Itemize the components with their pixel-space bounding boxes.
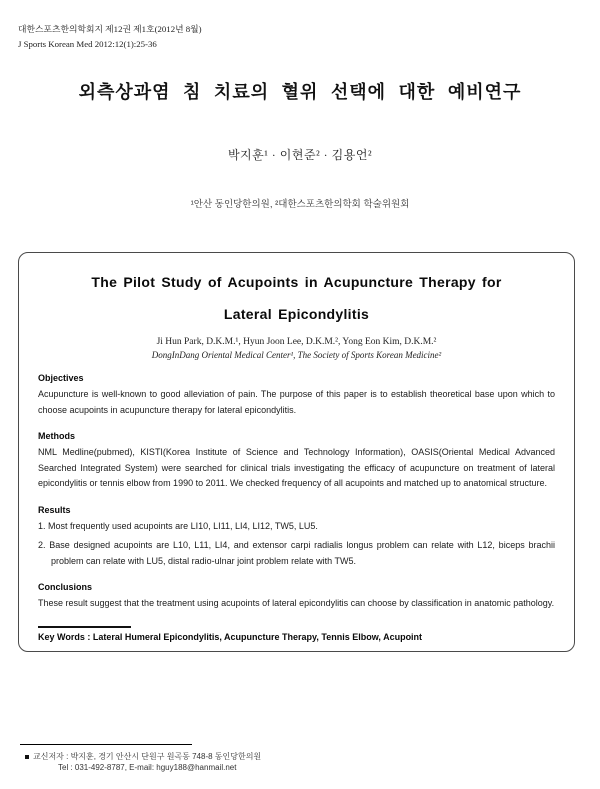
abstract-box [18,252,575,652]
results-item-1: 1. Most frequently used acupoints are LI10, LI11, LI4, LI12, TW5, LU5. [38,520,318,531]
conclusions-heading: Conclusions [38,582,93,592]
journal-name-korean: 대한스포츠한의학회지 제12권 제1호(2012년 8월) [18,24,202,34]
contact-line: Tel : 031-492-8787, E-mail: hguy188@hanmail.net [58,763,237,772]
footnote-divider [20,744,192,745]
journal-citation-english: J Sports Korean Med 2012:12(1):25-36 [18,39,157,49]
correspondence-footnote [25,751,261,773]
keywords-divider [38,626,131,628]
square-bullet-icon [25,755,29,759]
journal-header [18,22,202,52]
paper-title-english-line2: Lateral Epicondylitis [223,306,370,322]
objectives-heading: Objectives [38,373,84,383]
affiliations-english: DongInDang Oriental Medical Center¹, The Society of Sports Korean Medicine² [151,350,442,360]
authors-english: Ji Hun Park, D.K.M.¹, Hyun Joon Lee, D.K.M.², Yong Eon Kim, D.K.M.² [156,337,437,347]
keywords-line: Key Words : Lateral Humeral Epicondylitis, Acupuncture Therapy, Tennis Elbow, Acupoint [38,631,423,642]
methods-heading: Methods [38,431,75,441]
conclusions-body: These result suggest that the treatment using acupoints of lateral epicondylitis can choose by classification in anatomic pathology. [38,598,555,608]
results-heading: Results [38,504,71,515]
methods-body: NML Medline(pubmed), KISTI(Korea Institute of Science and Technology Information), OASIS(Oriental Medical Advanced Searched Integrated System) were searched for clinical trials investigating the efficacy of acupuncture on treatment of lateral epicondylitis or tennis elbow from 1990 to 2011. We checked frequency of all acupoints and matched up to anatomical structure. [38,447,555,488]
correspondence-text: 교신저자 : 박지훈, 경기 안산시 단원구 원곡동 748-8 동인당한의원 [33,752,262,761]
affiliations-korean: ¹안산 동인당한의원, ²대한스포츠한의학회 학술위원회 [190,199,410,210]
authors-korean: 박지훈¹ · 이현준² · 김용언² [227,148,373,162]
paper-title-english [38,266,555,330]
paper-title-english-line1: The Pilot Study of Acupoints in Acupuncture Therapy for [91,274,502,290]
objectives-body: Acupuncture is well-known to good alleviation of pain. The purpose of this paper is to establish theoretical base upon which to choose acupoints in acupuncture therapy for lateral epicondylitis. [38,389,555,415]
paper-title-korean: 외측상과염 침 치료의 혈위 선택에 대한 예비연구 [78,82,522,102]
correspondence-line [25,751,261,762]
results-item-2: 2. Base designed acupoints are L10, L11, LI4, and extensor carpi radialis longus problem can relate with L12, biceps brachii problem can relate with LU5, distal radio-ulnar joint problem relate with TW5. [38,540,555,566]
